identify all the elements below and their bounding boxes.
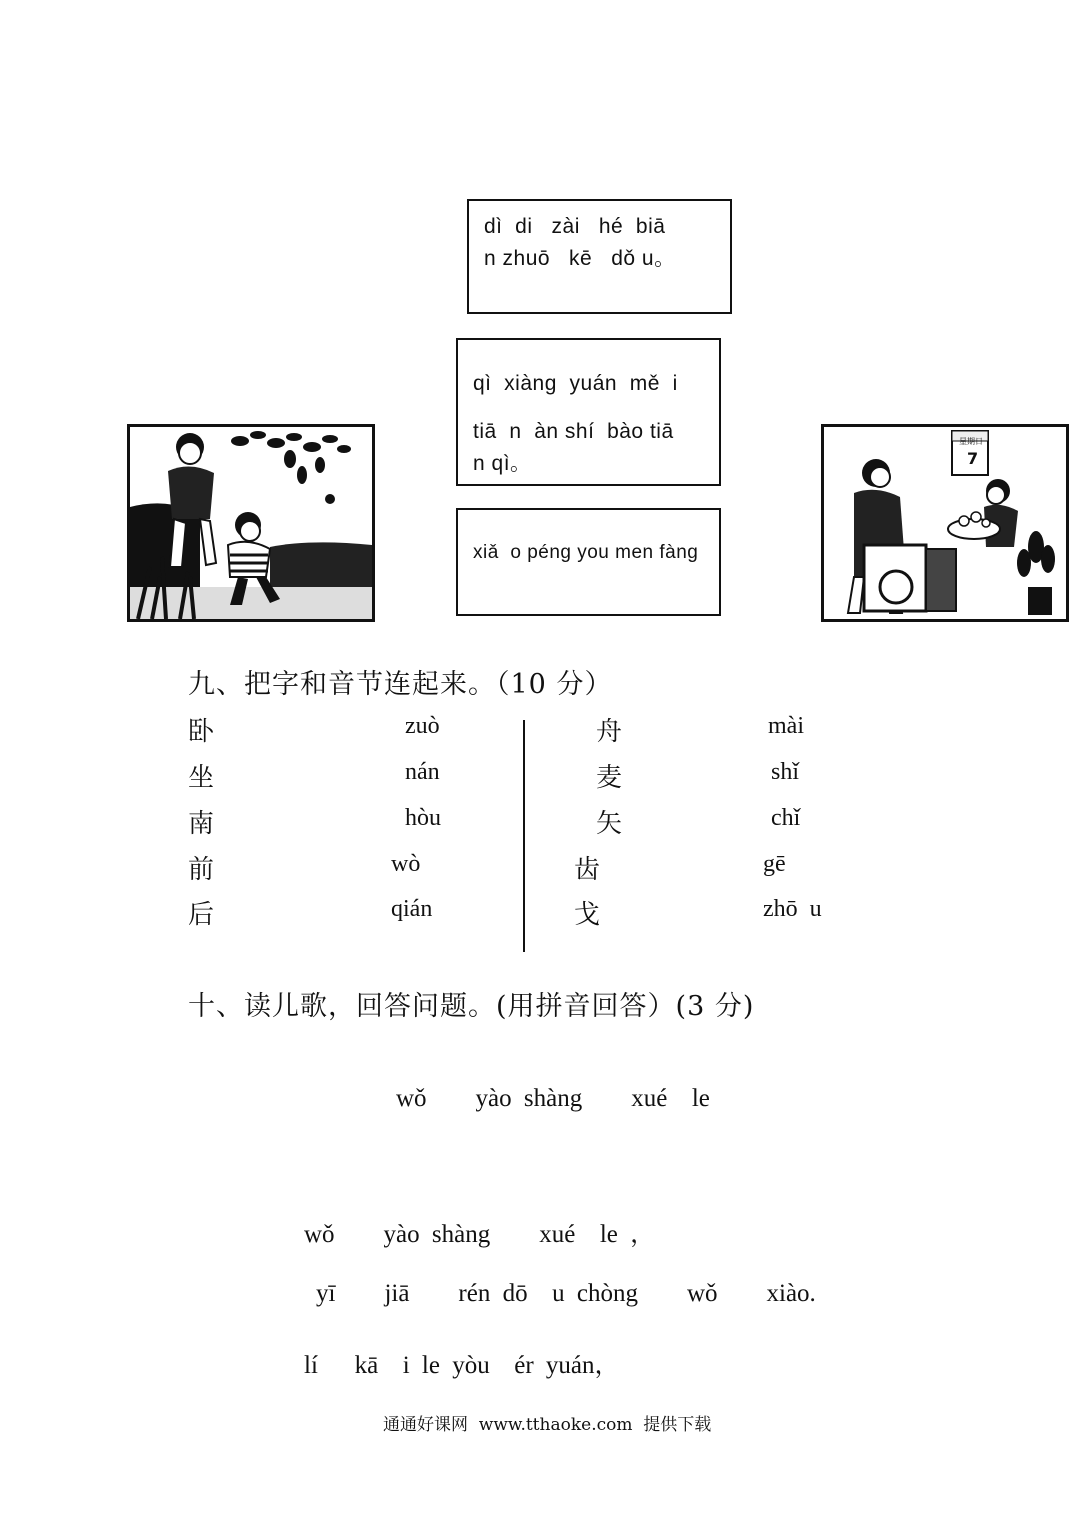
right-pinyin-3: chǐ [771,805,801,831]
pinyin-box-1 [467,199,732,314]
section10-heading: 十、读儿歌，回答问题。(用拼音回答）(3 分) [188,991,755,1022]
calendar-label: 星期日 [959,437,983,446]
right-pinyin-1: mài [768,713,804,739]
right-pinyin-5: zhō u [763,896,822,922]
box2-line3: n qì。 [473,452,532,475]
footer-text: 通通好课网 www.tthaoke.com 提供下载 [383,1415,712,1435]
box2-line1: qì xiànɡ yuán mě i [473,372,678,395]
right-pinyin-2: shǐ [771,759,800,785]
right-pinyin-4: gē [763,851,786,877]
poem-line-3: lí kā i le yòu ér yuán， [304,1352,620,1379]
left-char-2: 坐 [188,763,215,793]
right-char-2: 麦 [596,763,623,793]
left-char-5: 后 [188,900,215,930]
left-char-4: 前 [188,855,215,885]
box2-line2: tiā n àn shí bào tiā [473,420,674,443]
calendar-day: 7 [967,449,979,468]
column-divider [523,720,525,952]
left-char-1: 卧 [188,717,215,747]
poem-line-1: wǒ yào shàng xué le ， [304,1221,656,1248]
right-char-5: 戈 [574,900,601,930]
poem-title: wǒ yào shàng xué le [396,1085,710,1112]
right-char-3: 矢 [596,809,623,839]
box1-line1: dì di zài hé biā [484,215,666,238]
box3-line1: xiǎ o pénɡ you men fànɡ [473,542,699,563]
left-pinyin-1: zuò [405,713,440,739]
children-playing-outdoors-illustration [127,424,375,622]
right-char-1: 舟 [596,717,623,747]
left-pinyin-4: wò [391,851,421,877]
left-pinyin-3: hòu [405,805,441,831]
left-pinyin-2: nán [405,759,440,785]
box1-line2: n zhuō kē dǒ u。 [484,247,676,270]
left-char-3: 南 [188,809,215,839]
mother-and-child-housework-illustration [821,424,1069,622]
pinyin-box-2 [456,338,721,486]
poem-line-2: yī jiā rén dō u chòng wǒ xiào. [316,1280,816,1307]
right-char-4: 齿 [574,855,601,885]
left-pinyin-5: qián [391,896,433,922]
pinyin-box-3 [456,508,721,616]
section9-heading: 九、把字和音节连起来。（10 分） [188,669,613,700]
